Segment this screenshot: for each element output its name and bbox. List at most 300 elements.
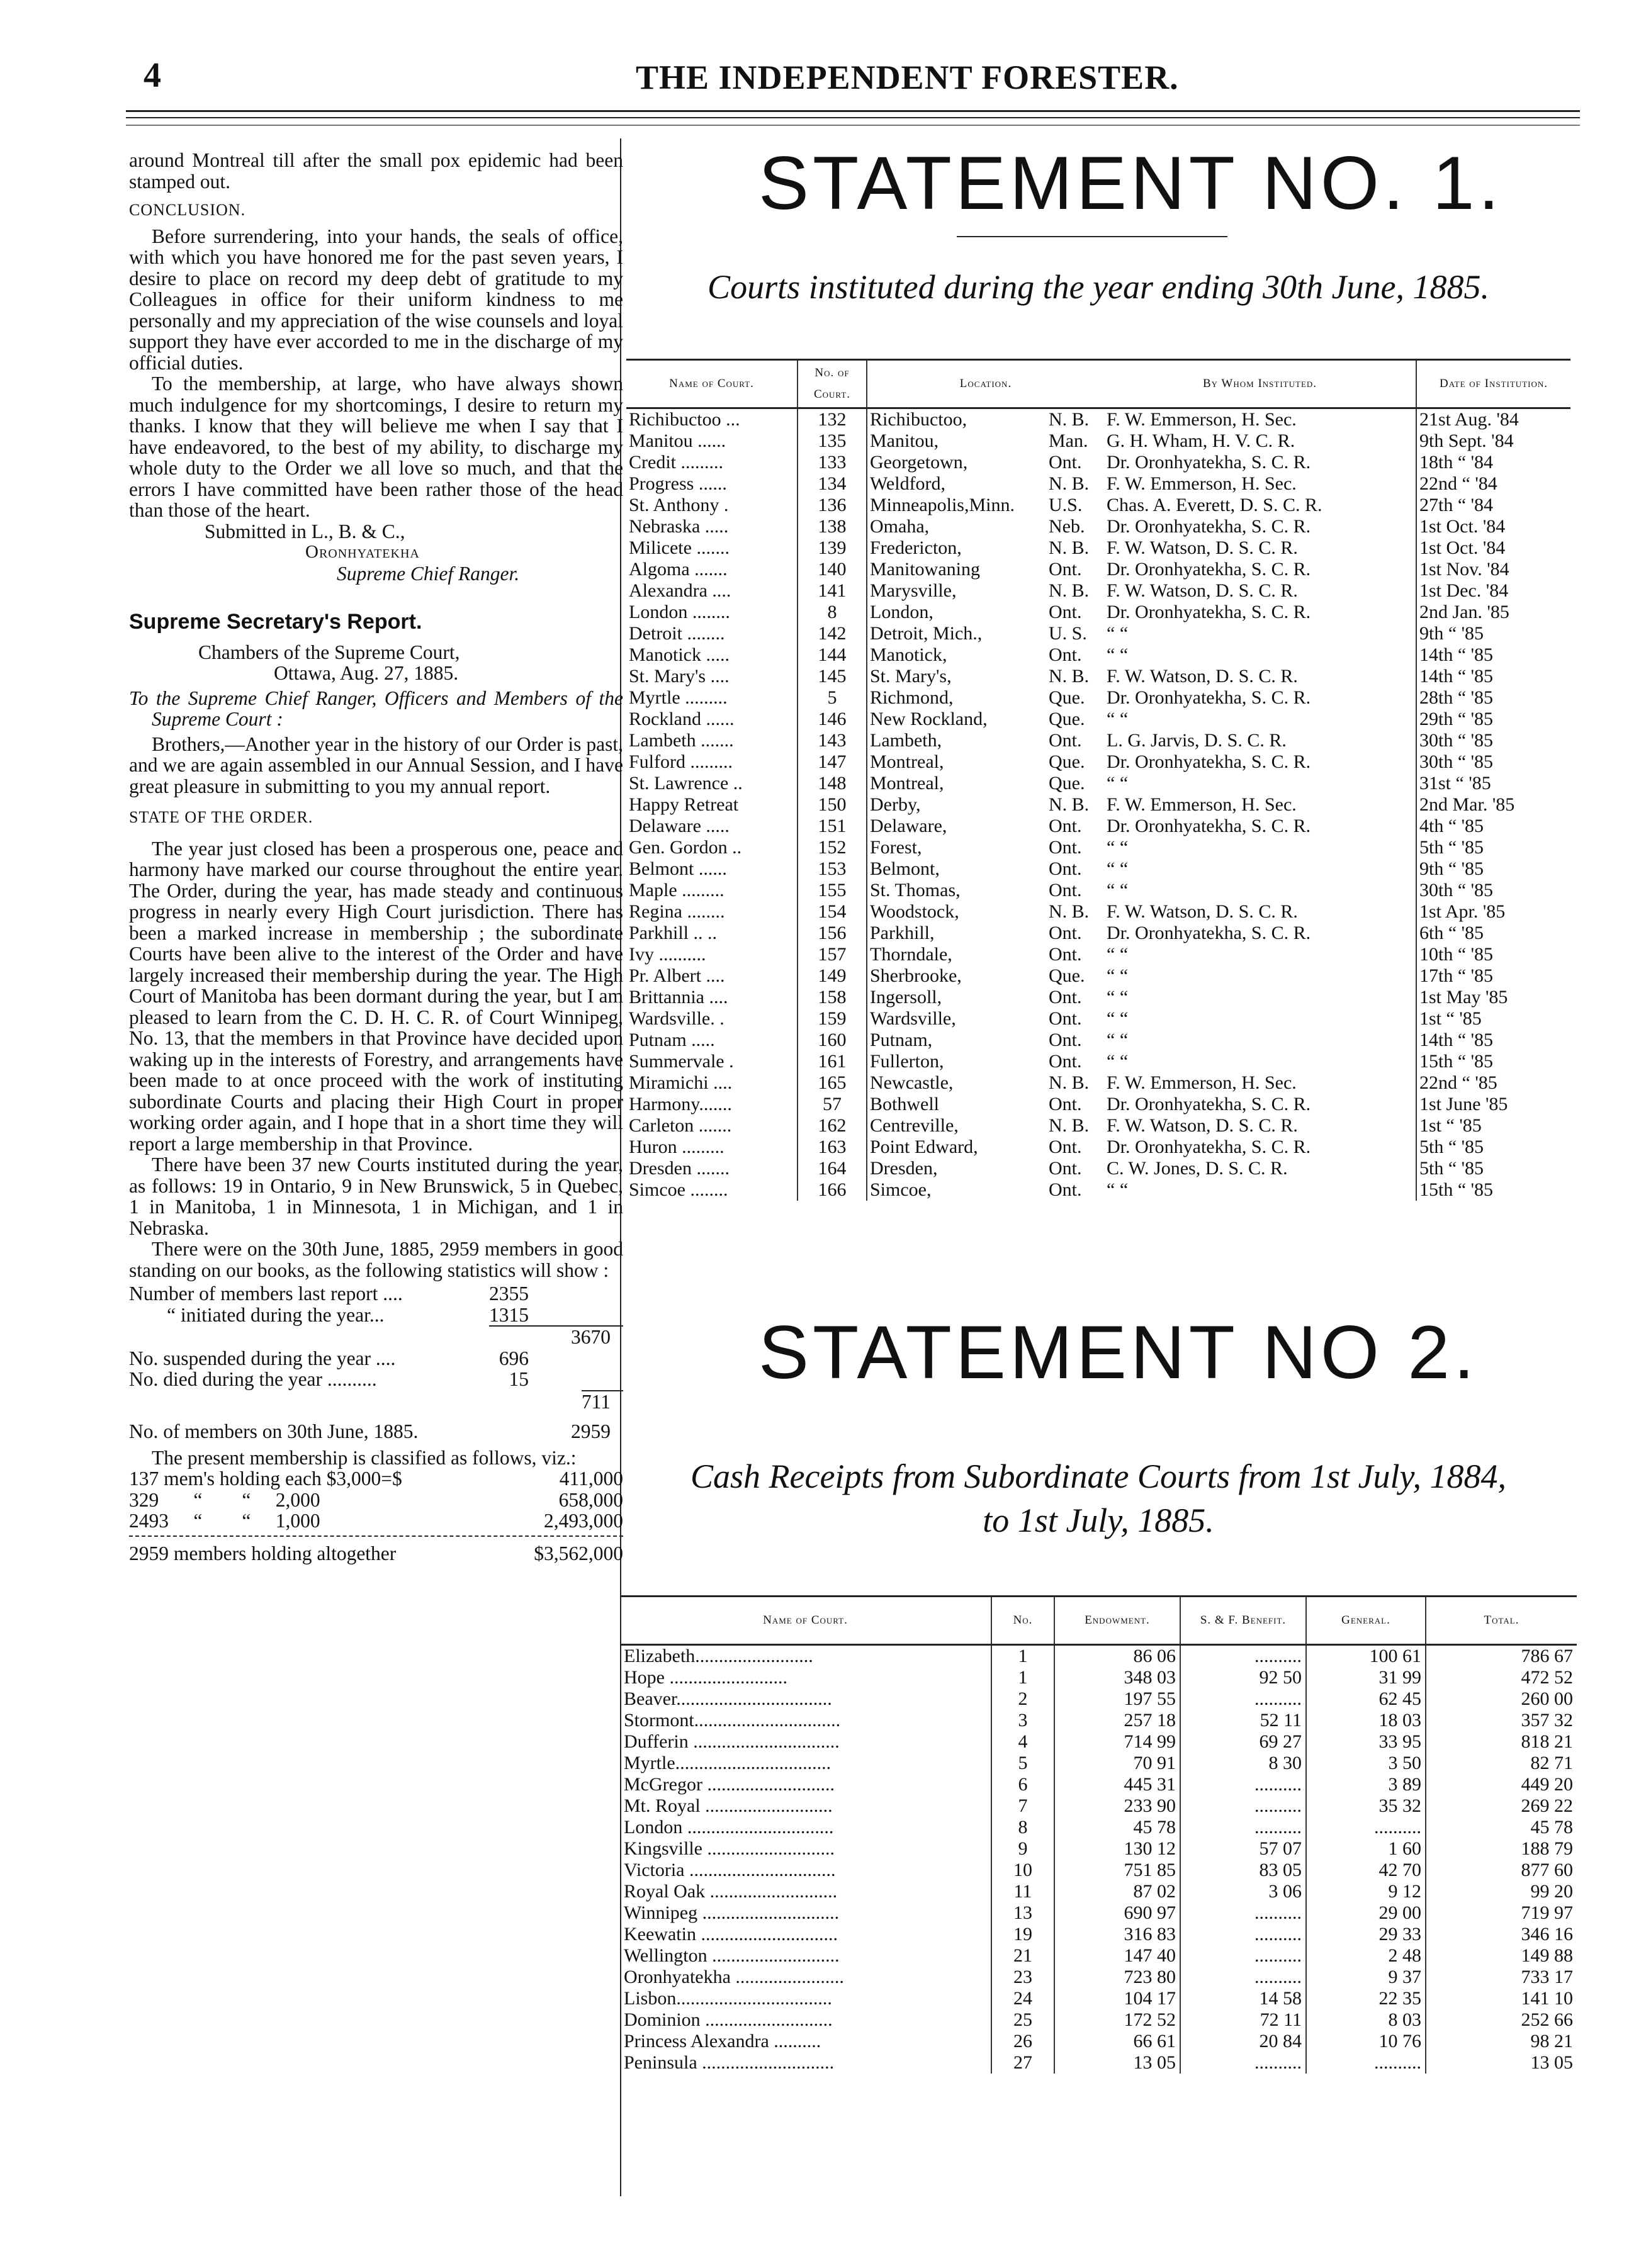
sf-benefit: 57 07: [1180, 1838, 1306, 1860]
court-number: 166: [798, 1179, 867, 1201]
court-number: 8: [798, 602, 867, 623]
court-region: U.S.: [1049, 495, 1083, 515]
instituted-by: F. W. Watson, D. S. C. R.: [1104, 901, 1416, 923]
court-number: 144: [798, 644, 867, 666]
court-name: St. Anthony .: [626, 495, 798, 516]
court-name: Manitou ......: [626, 430, 798, 452]
institution-date: 14th “ '85: [1419, 666, 1494, 687]
classified-paragraph: The present membership is classified as follows, viz.:: [152, 1446, 577, 1469]
state-paragraph-3: There were on the 30th June, 1885, 2959 members in good standing on our books, as the following statistics will show :: [129, 1238, 623, 1281]
endowment: 87 02: [1054, 1881, 1180, 1902]
court-region: N. B.: [1049, 409, 1090, 430]
statement-2-subtitle-line-2: to 1st July, 1885.: [983, 1502, 1214, 1539]
instituted-by: Dr. Oronhyatekha, S. C. R.: [1104, 602, 1416, 623]
instituted-by: Dr. Oronhyatekha, S. C. R.: [1104, 452, 1416, 473]
statement-1-row: [626, 452, 1570, 473]
col-header-court-name: Name of Court.: [620, 1597, 991, 1645]
court-location: Fredericton,: [870, 537, 962, 558]
membership-stats: [129, 1283, 623, 1442]
court-number: 159: [798, 1008, 867, 1030]
instituted-by: “ “: [1104, 837, 1416, 858]
institution-date: 1st May '85: [1419, 987, 1508, 1008]
court-region: Neb.: [1049, 516, 1085, 537]
statement-1-row: [626, 751, 1570, 773]
court-name: Gen. Gordon ..: [626, 837, 798, 858]
sf-benefit: 8 30: [1180, 1753, 1306, 1774]
statement-1-row: [626, 880, 1570, 901]
institution-date: 1st “ '85: [1419, 1008, 1482, 1029]
state-paragraph-2: There have been 37 new Courts instituted during the year, as follows: 19 in Ontario, 9 in New Brunswick, 5 in Quebec, 1 in Manitoba, 1 in Minnesota, 1 in Michigan, and 1 in Nebraska.: [129, 1154, 623, 1239]
court-number: 142: [798, 623, 867, 644]
instituted-by: F. W. Emmerson, H. Sec.: [1104, 794, 1416, 816]
court-name: Brittannia ....: [626, 987, 798, 1008]
institution-date: 31st “ '85: [1419, 773, 1491, 794]
court-number: 158: [798, 987, 867, 1008]
endowment: 172 52: [1054, 2009, 1180, 2031]
court-name: Princess Alexandra ..........: [620, 2031, 991, 2052]
total: 82 71: [1530, 1753, 1573, 1773]
institution-date: 30th “ '85: [1419, 730, 1494, 751]
sf-benefit: ..........: [1180, 1688, 1306, 1710]
institution-date: 1st Apr. '85: [1419, 901, 1506, 922]
total: 45 78: [1530, 1817, 1573, 1838]
total: 449 20: [1521, 1774, 1573, 1795]
instituted-by: “ “: [1104, 1030, 1416, 1051]
court-region: Ont.: [1049, 880, 1082, 901]
court-name: Harmony.......: [626, 1094, 798, 1115]
court-location: Georgetown,: [870, 452, 968, 473]
stat-row: No. suspended during the year .... 696: [129, 1347, 529, 1369]
instituted-by: F. W. Emmerson, H. Sec.: [1104, 408, 1416, 431]
state-paragraph-1: The year just closed has been a prosperous one, peace and harmony have marked our course throughout the entire year. The Order, during the year, has made steady and continuous progress in nearly every High Court jurisdiction. There has been a marked increase in membership ; the subordinate Courts have been alive to the interest of the Order and have largely increased their membership during the year. The High Court of Manitoba has been dormant during the year, but I am pleased to learn from the C. D. H. C. R. of Court Winnipeg, No. 13, that the members in that Province have decided upon waking up in the interests of Forestry, and arrangements have been made to at once proceed with the work of instituting subordinate Courts and placing their High Court in proper working order again, and I hope that in a short time they will report a large membership in that Province.: [129, 837, 623, 1155]
court-location: Wardsville,: [870, 1008, 956, 1029]
general: 29 33: [1306, 1924, 1426, 1945]
court-region: Ont.: [1049, 1030, 1082, 1050]
col-header-number: No. of Court.: [798, 360, 867, 408]
court-number: 135: [798, 430, 867, 452]
statement-1-row: [626, 580, 1570, 602]
statement-2-table: [620, 1595, 1577, 2074]
court-number: 139: [798, 537, 867, 559]
court-region: Ont.: [1049, 1051, 1082, 1072]
court-location: Belmont,: [870, 858, 940, 879]
statement-1-row: [626, 773, 1570, 794]
general: 35 32: [1306, 1795, 1426, 1817]
header-rule-third: [126, 125, 1580, 126]
court-region: Que.: [1049, 687, 1085, 708]
court-region: Ont.: [1049, 1158, 1082, 1179]
instituted-by: “ “: [1104, 858, 1416, 880]
court-number: 138: [798, 516, 867, 537]
total: 269 22: [1521, 1795, 1573, 1816]
court-no: 5: [991, 1753, 1054, 1774]
general: 1 60: [1306, 1838, 1426, 1860]
court-region: Ont.: [1049, 944, 1082, 965]
statement-2-row: [620, 1817, 1577, 1838]
endowment: 70 91: [1054, 1753, 1180, 1774]
general: 8 03: [1306, 2009, 1426, 2031]
court-name: Keewatin .............................: [620, 1924, 991, 1945]
court-region: Que.: [1049, 773, 1085, 794]
report-heading: Supreme Secretary's Report.: [129, 610, 422, 634]
court-number: 161: [798, 1051, 867, 1072]
institution-date: 5th “ '85: [1419, 1137, 1484, 1157]
court-location: Minneapolis,Minn.: [870, 495, 1015, 515]
conclusion-paragraph-2: To the membership, at large, who have always shown much indulgence for my shortcomings, I desire to return my thanks. I know that they will believe me when I say that I have endeavored, to the best of my ability, to discharge my whole duty to the Order we all love so much, and that the errors I have committed have been rather those of the head than those of the heart.: [129, 373, 623, 521]
court-region: N. B.: [1049, 1072, 1090, 1093]
instituted-by: “ “: [1104, 1008, 1416, 1030]
instituted-by: F. W. Watson, D. S. C. R.: [1104, 1115, 1416, 1137]
statement-1-row: [626, 473, 1570, 495]
institution-date: 4th “ '85: [1419, 816, 1484, 836]
court-number: 151: [798, 816, 867, 837]
col-header-sf-benefit: S. & F. Benefit.: [1180, 1597, 1306, 1645]
stat-row: No. of members on 30th June, 1885. 2959: [129, 1420, 611, 1442]
court-location: Manitowaning: [870, 559, 980, 580]
court-location: Montreal,: [870, 751, 944, 772]
statement-1-row: [626, 1137, 1570, 1158]
state-heading: STATE OF THE ORDER.: [129, 808, 313, 826]
court-region: N. B.: [1049, 1115, 1090, 1136]
court-location: Centreville,: [870, 1115, 959, 1136]
endowment: 316 83: [1054, 1924, 1180, 1945]
court-location: New Rockland,: [870, 709, 988, 729]
court-number: 165: [798, 1072, 867, 1094]
court-location: Point Edward,: [870, 1137, 978, 1157]
endowment: 445 31: [1054, 1774, 1180, 1795]
court-number: 148: [798, 773, 867, 794]
court-region: Ont.: [1049, 987, 1082, 1008]
court-no: 3: [991, 1710, 1054, 1731]
class-row: 137 mem's holding each $3,000=$ 411,000: [129, 1468, 623, 1490]
instituted-by: Dr. Oronhyatekha, S. C. R.: [1104, 516, 1416, 537]
court-region: Ont.: [1049, 730, 1082, 751]
page-number: 4: [144, 56, 161, 95]
court-name: Putnam .....: [626, 1030, 798, 1051]
endowment: 751 85: [1054, 1860, 1180, 1881]
court-name: Beaver.................................: [620, 1688, 991, 1710]
court-location: Weldford,: [870, 473, 946, 494]
endowment: 233 90: [1054, 1795, 1180, 1817]
institution-date: 1st Nov. '84: [1419, 559, 1509, 580]
court-number: 145: [798, 666, 867, 687]
statement-2-row: [620, 1667, 1577, 1688]
court-region: N. B.: [1049, 901, 1090, 922]
instituted-by: “ “: [1104, 987, 1416, 1008]
court-name: Simcoe ........: [626, 1179, 798, 1201]
statement-2-row: [620, 1881, 1577, 1902]
court-location: Richmond,: [870, 687, 954, 708]
court-no: 9: [991, 1838, 1054, 1860]
court-location: London,: [870, 602, 933, 622]
statement-1-header-row: [626, 360, 1570, 408]
court-name: London ...............................: [620, 1817, 991, 1838]
court-number: 132: [798, 408, 867, 431]
header-rule-top: [126, 110, 1580, 112]
court-number: 143: [798, 730, 867, 751]
statement-1-row: [626, 537, 1570, 559]
court-no: 1: [991, 1645, 1054, 1668]
statement-1-row: [626, 602, 1570, 623]
institution-date: 22nd “ '85: [1419, 1072, 1497, 1093]
general: 2 48: [1306, 1945, 1426, 1967]
total: 357 32: [1521, 1710, 1573, 1731]
instituted-by: “ “: [1104, 965, 1416, 987]
court-name: Wardsville. .: [626, 1008, 798, 1030]
court-name: Parkhill .. ..: [626, 923, 798, 944]
statement-1-row: [626, 709, 1570, 730]
statement-1-row: [626, 816, 1570, 837]
statement-2-body: [620, 1645, 1577, 2074]
court-number: 156: [798, 923, 867, 944]
court-name: Rockland ......: [626, 709, 798, 730]
statement-1-row: [626, 1158, 1570, 1179]
endowment: 13 05: [1054, 2052, 1180, 2074]
court-name: Delaware .....: [626, 816, 798, 837]
statement-2-row: [620, 1902, 1577, 1924]
statement-2-row: [620, 2052, 1577, 2074]
institution-date: 9th “ '85: [1419, 858, 1484, 879]
institution-date: 2nd Jan. '85: [1419, 602, 1509, 622]
court-name: Belmont ......: [626, 858, 798, 880]
instituted-by: F. W. Emmerson, H. Sec.: [1104, 473, 1416, 495]
statement-1-row: [626, 559, 1570, 580]
col-header-instituted-by: By Whom Instituted.: [1104, 360, 1416, 408]
court-no: 19: [991, 1924, 1054, 1945]
court-name: Detroit ........: [626, 623, 798, 644]
court-no: 24: [991, 1988, 1054, 2009]
court-number: 150: [798, 794, 867, 816]
court-no: 8: [991, 1817, 1054, 1838]
court-name: Lisbon.................................: [620, 1988, 991, 2009]
statement-1-row: [626, 408, 1570, 431]
statement-1-row: [626, 430, 1570, 452]
instituted-by: F. W. Watson, D. S. C. R.: [1104, 537, 1416, 559]
court-name: Kingsville ...........................: [620, 1838, 991, 1860]
statement-1-title-rule: [957, 236, 1227, 237]
general: ..........: [1306, 1817, 1426, 1838]
court-name: Happy Retreat: [626, 794, 798, 816]
court-name: Credit .........: [626, 452, 798, 473]
statement-1-row: [626, 965, 1570, 987]
statement-2-row: [620, 1945, 1577, 1967]
statement-2-subtitle-line-1: Cash Receipts from Subordinate Courts from 1st July, 1884,: [691, 1457, 1506, 1495]
court-name: Royal Oak ...........................: [620, 1881, 991, 1902]
institution-date: 14th “ '85: [1419, 644, 1494, 665]
court-location: Marysville,: [870, 580, 957, 601]
statement-2-row: [620, 2009, 1577, 2031]
court-number: 164: [798, 1158, 867, 1179]
chambers-line: Chambers of the Supreme Court,: [198, 641, 460, 663]
stat-row: No. died during the year .......... 15: [129, 1368, 529, 1390]
endowment: 348 03: [1054, 1667, 1180, 1688]
statement-1-row: [626, 923, 1570, 944]
court-name: Hope .........................: [620, 1667, 991, 1688]
court-number: 149: [798, 965, 867, 987]
col-header-location: Location.: [867, 360, 1104, 408]
instituted-by: “ “: [1104, 644, 1416, 666]
statement-1-row: [626, 516, 1570, 537]
court-name: Alexandra ....: [626, 580, 798, 602]
court-no: 26: [991, 2031, 1054, 2052]
instituted-by: L. G. Jarvis, D. S. C. R.: [1104, 730, 1416, 751]
court-region: Que.: [1049, 751, 1085, 772]
endowment: 714 99: [1054, 1731, 1180, 1753]
sf-benefit: 14 58: [1180, 1988, 1306, 2009]
court-no: 2: [991, 1688, 1054, 1710]
instituted-by: “ “: [1104, 1179, 1416, 1201]
court-name: McGregor ...........................: [620, 1774, 991, 1795]
stat-row: 711: [129, 1390, 623, 1413]
institution-date: 15th “ '85: [1419, 1051, 1494, 1072]
institution-date: 21st Aug. '84: [1419, 409, 1519, 430]
court-location: Sherbrooke,: [870, 965, 962, 986]
col-header-date: Date of Institution.: [1416, 360, 1570, 408]
sf-benefit: 83 05: [1180, 1860, 1306, 1881]
institution-date: 10th “ '85: [1419, 944, 1494, 965]
court-number: 152: [798, 837, 867, 858]
institution-date: 1st Oct. '84: [1419, 537, 1506, 558]
salutation: To the Supreme Chief Ranger, Officers and Members of the Supreme Court :: [129, 687, 623, 730]
court-region: Ont.: [1049, 559, 1082, 580]
col-header-endowment: Endowment.: [1054, 1597, 1180, 1645]
statement-1-row: [626, 987, 1570, 1008]
court-region: U. S.: [1049, 623, 1087, 644]
newspaper-title: THE INDEPENDENT FORESTER.: [636, 59, 1179, 96]
court-name: St. Mary's ....: [626, 666, 798, 687]
instituted-by: Dr. Oronhyatekha, S. C. R.: [1104, 687, 1416, 709]
general: 9 37: [1306, 1967, 1426, 1988]
statement-2-row: [620, 1710, 1577, 1731]
class-row: 329 “ “ 2,000 658,000: [129, 1488, 623, 1511]
court-region: Ont.: [1049, 452, 1082, 473]
statement-1-row: [626, 1051, 1570, 1072]
court-location: St. Thomas,: [870, 880, 961, 901]
court-no: 6: [991, 1774, 1054, 1795]
signer-title: Supreme Chief Ranger.: [337, 562, 520, 585]
court-location: Bothwell: [870, 1094, 939, 1114]
general: 3 50: [1306, 1753, 1426, 1774]
court-no: 10: [991, 1860, 1054, 1881]
court-name: St. Lawrence ..: [626, 773, 798, 794]
conclusion-paragraph-1: Before surrendering, into your hands, the seals of office, with which you have honored me for the past seven years, I desire to place on record my deep debt of gratitude to my Colleagues in office for their uniform kindness to me personally and my appreciation of the wise counsels and loyal support they have ever accorded to me in the discharge of my official duties.: [129, 225, 623, 374]
statement-1-row: [626, 644, 1570, 666]
instituted-by: Dr. Oronhyatekha, S. C. R.: [1104, 751, 1416, 773]
court-number: 133: [798, 452, 867, 473]
court-number: 5: [798, 687, 867, 709]
statement-1-row: [626, 495, 1570, 516]
stat-row: 3670: [571, 1326, 611, 1348]
statement-2-row: [620, 1688, 1577, 1710]
submitted-line: Submitted in L., B. & C.,: [205, 520, 405, 542]
court-region: Ont.: [1049, 837, 1082, 858]
court-no: 7: [991, 1795, 1054, 1817]
court-name: Lambeth .......: [626, 730, 798, 751]
general: 31 99: [1306, 1667, 1426, 1688]
court-name: Mt. Royal ...........................: [620, 1795, 991, 1817]
court-name: Dresden .......: [626, 1158, 798, 1179]
court-region: Ont.: [1049, 1137, 1082, 1157]
institution-date: 28th “ '85: [1419, 687, 1494, 708]
statement-2-title: STATEMENT NO 2.: [758, 1310, 1479, 1395]
court-name: Manotick .....: [626, 644, 798, 666]
col-header-total: Total.: [1426, 1597, 1577, 1645]
statement-2-row: [620, 1838, 1577, 1860]
court-number: 147: [798, 751, 867, 773]
court-region: Ont.: [1049, 923, 1082, 943]
court-no: 11: [991, 1881, 1054, 1902]
court-name: Progress ......: [626, 473, 798, 495]
general: 100 61: [1306, 1645, 1426, 1668]
general: 10 76: [1306, 2031, 1426, 2052]
instituted-by: “ “: [1104, 944, 1416, 965]
instituted-by: Dr. Oronhyatekha, S. C. R.: [1104, 923, 1416, 944]
signer-name: Oronhyatekha: [305, 542, 420, 562]
institution-date: 30th “ '85: [1419, 880, 1494, 901]
total: 252 66: [1521, 2009, 1573, 2030]
statement-1-row: [626, 837, 1570, 858]
court-name: Dufferin ...............................: [620, 1731, 991, 1753]
total: 786 67: [1521, 1646, 1573, 1666]
institution-date: 14th “ '85: [1419, 1030, 1494, 1050]
court-name: Nebraska .....: [626, 516, 798, 537]
endowment: 197 55: [1054, 1688, 1180, 1710]
statement-1-row: [626, 730, 1570, 751]
court-name: Stormont...............................: [620, 1710, 991, 1731]
sf-benefit: 69 27: [1180, 1731, 1306, 1753]
total: 260 00: [1521, 1688, 1573, 1709]
court-region: Ont.: [1049, 602, 1082, 622]
court-number: 154: [798, 901, 867, 923]
statement-1-subtitle: Courts instituted during the year ending 30th June, 1885.: [707, 268, 1489, 306]
statement-1-row: [626, 666, 1570, 687]
total: 141 10: [1521, 1988, 1573, 2009]
total: 149 88: [1521, 1945, 1573, 1966]
court-name: Myrtle.................................: [620, 1753, 991, 1774]
statement-2-row: [620, 1988, 1577, 2009]
statement-2-row: [620, 1924, 1577, 1945]
statement-1-row: [626, 623, 1570, 644]
statement-2-header-row: [620, 1597, 1577, 1645]
court-name: London ........: [626, 602, 798, 623]
institution-date: 30th “ '85: [1419, 751, 1494, 772]
endowment: 723 80: [1054, 1967, 1180, 1988]
general: 18 03: [1306, 1710, 1426, 1731]
court-name: Milicete .......: [626, 537, 798, 559]
endowment: 45 78: [1054, 1817, 1180, 1838]
statement-1-row: [626, 1094, 1570, 1115]
court-location: Forest,: [870, 837, 922, 858]
instituted-by: “ “: [1104, 1051, 1416, 1072]
sf-benefit: ..........: [1180, 1967, 1306, 1988]
court-location: Parkhill,: [870, 923, 935, 943]
court-location: Thorndale,: [870, 944, 952, 965]
court-name: Victoria ...............................: [620, 1860, 991, 1881]
institution-date: 2nd Mar. '85: [1419, 794, 1515, 815]
institution-date: 18th “ '84: [1419, 452, 1494, 473]
court-location: Derby,: [870, 794, 921, 815]
statement-1-row: [626, 1030, 1570, 1051]
statement-1-row: [626, 901, 1570, 923]
statement-1-title: STATEMENT NO. 1.: [758, 141, 1503, 225]
col-header-name: Name of Court.: [626, 360, 798, 408]
endowment: 690 97: [1054, 1902, 1180, 1924]
court-location: Putnam,: [870, 1030, 933, 1050]
court-name: Algoma .......: [626, 559, 798, 580]
court-location: Omaha,: [870, 516, 930, 537]
statement-1-row: [626, 1072, 1570, 1094]
court-no: 21: [991, 1945, 1054, 1967]
